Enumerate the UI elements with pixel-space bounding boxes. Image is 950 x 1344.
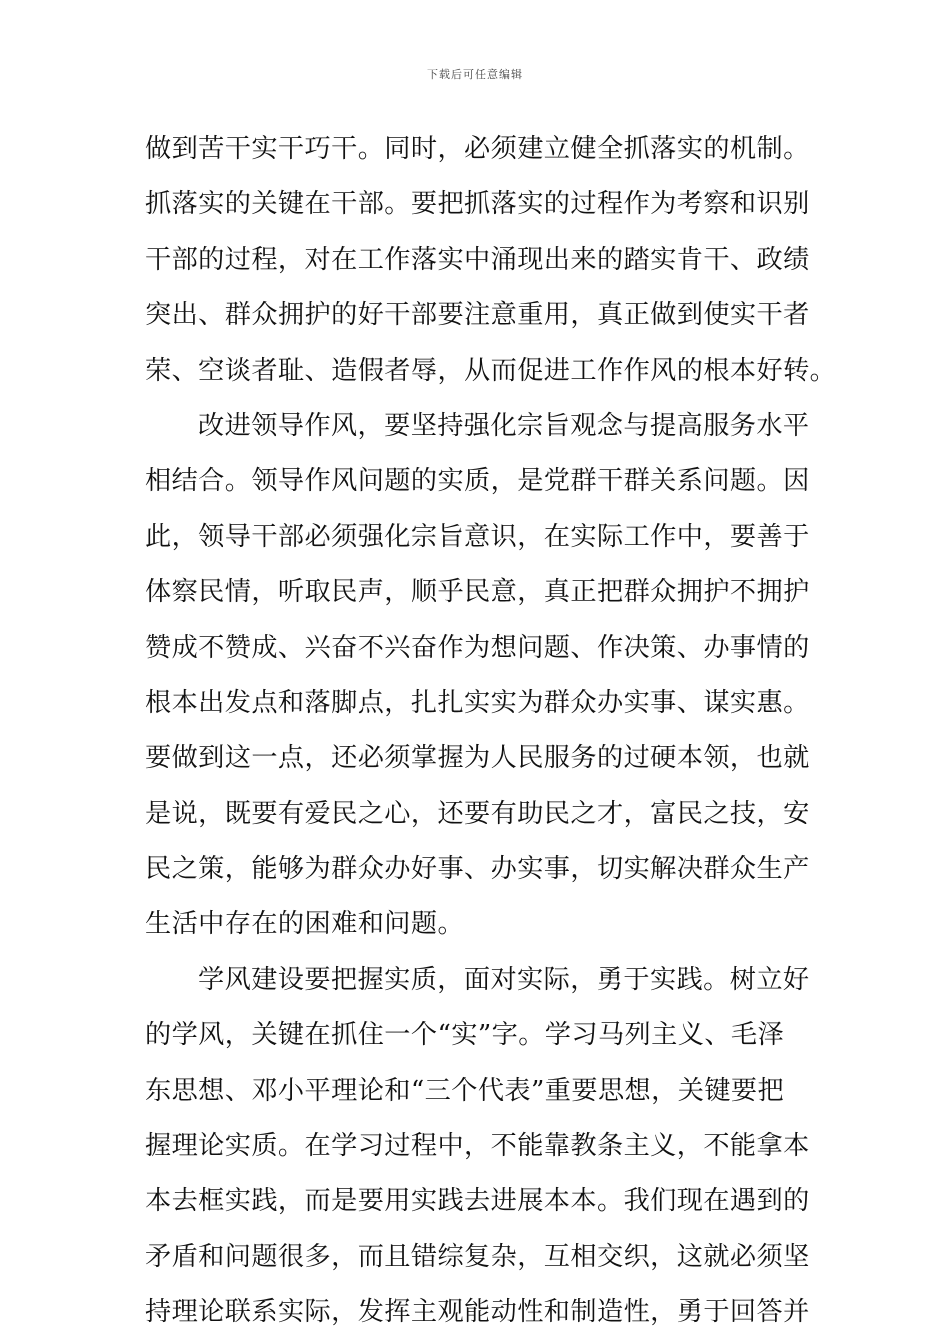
text-line: 的学风，关键在抓住一个“实”字。学习马列主义、毛泽 [145, 1020, 785, 1051]
text-line: 突出、群众拥护的好干部要注意重用，真正做到使实干者 [145, 300, 810, 331]
text-line: 干部的过程，对在工作落实中涌现出来的踏实肯干、政绩 [145, 244, 810, 275]
text-line: 东思想、邓小平理论和“三个代表”重要思想，关键要把 [145, 1075, 785, 1106]
paragraph-first-line: 学风建设要把握实质，面对实际，勇于实践。树立好 [198, 964, 810, 995]
text-line: 是说，既要有爱民之心，还要有助民之才，富民之技，安 [145, 798, 810, 829]
text-line: 体察民情，听取民声，顺乎民意，真正把群众拥护不拥护 [145, 577, 810, 608]
text-line: 抓落实的关键在干部。要把抓落实的过程作为考察和识别 [145, 189, 810, 220]
page-header-note: 下载后可任意编辑 [427, 68, 523, 81]
text-line: 相结合。领导作风问题的实质，是党群干群关系问题。因 [145, 466, 810, 497]
body-text [145, 122, 837, 1341]
text-line: 握理论实质。在学习过程中，不能靠教条主义，不能拿本 [145, 1131, 810, 1162]
text-line: 生活中存在的困难和问题。 [145, 909, 465, 940]
text-line: 荣、空谈者耻、造假者辱，从而促进工作作风的根本好转。 [145, 355, 837, 386]
text-line: 矛盾和问题很多，而且错综复杂，互相交织，这就必须坚 [145, 1241, 810, 1272]
text-line: 根本出发点和落脚点，扎扎实实为群众办实事、谋实惠。 [145, 687, 810, 718]
text-line: 赞成不赞成、兴奋不兴奋作为想问题、作决策、办事情的 [145, 632, 810, 663]
text-line: 做到苦干实干巧干。同时，必须建立健全抓落实的机制。 [145, 134, 810, 164]
text-line: 要做到这一点，还必须掌握为人民服务的过硬本领，也就 [145, 743, 810, 774]
text-line: 持理论联系实际，发挥主观能动性和制造性，勇于回答并 [145, 1297, 810, 1328]
paragraph-first-line: 改进领导作风，要坚持强化宗旨观念与提高服务水平 [198, 410, 810, 441]
text-line: 民之策，能够为群众办好事、办实事，切实解决群众生产 [145, 854, 810, 885]
text-line: 此，领导干部必须强化宗旨意识，在实际工作中，要善于 [145, 521, 810, 552]
text-line: 本去框实践，而是要用实践去进展本本。我们现在遇到的 [145, 1186, 810, 1217]
